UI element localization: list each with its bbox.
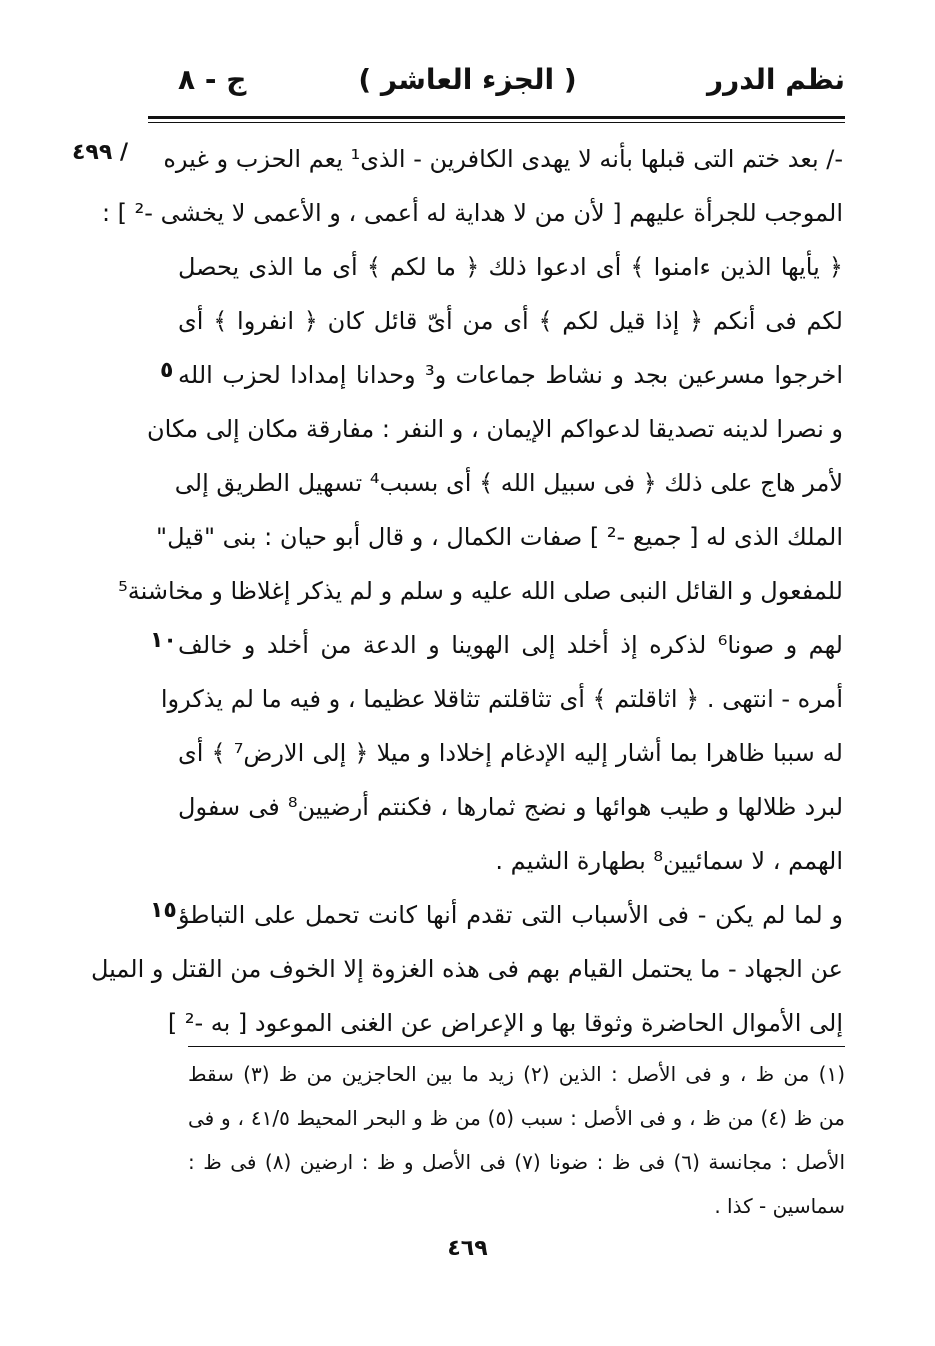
text-line: الهمم ، لا سمائيين⁸ بطهارة الشيم . — [495, 847, 843, 875]
text-line: و نصرا لدينه تصديقا لدعواكم الإيمان ، و النفر : مفارقة مكان إلى مكان — [147, 415, 843, 443]
margin-line-10: ١٠ — [150, 628, 177, 653]
footnotes — [188, 1052, 845, 1228]
text-line: لأمر هاج على ذلك ﴿ فى سبيل الله ﴾ أى بسبب⁴ تسهيل الطريق إلى — [174, 469, 843, 497]
volume-label: ج - ٨ — [178, 63, 247, 96]
footnote-line: من ظ (٤) من ظ ، و فى الأصل : سبب (٥) من ظ و البحر المحيط ٤١/٥ ، و فى — [188, 1106, 845, 1130]
text-line: للمفعول و القائل النبى صلى الله عليه و سلم و لم يذكر إغلاظا و مخاشنة⁵ — [118, 577, 843, 605]
page-number: ٤٦٩ — [447, 1236, 488, 1261]
text-line: الملك الذى له [ جميع -² ] صفات الكمال ، و قال أبو حيان : بنى "قيل" — [156, 523, 843, 551]
text-line: لكم فى أنكم ﴿ إذا قيل لكم ﴾ أى من أىّ قائل كان ﴿ انفروا ﴾ أى — [178, 307, 843, 335]
text-line: لهم و صونا⁶ لذكره إذ أخلد إلى الهوينا و الدعة من أخلد و خالف — [178, 631, 843, 659]
part-title: ( الجزء العاشر ) — [358, 63, 577, 96]
text-line: و لما لم يكن - فى الأسباب التى تقدم أنها كانت تحمل على التباطؤ — [178, 901, 843, 929]
text-line: الموجب للجرأة عليهم [ لأن من لا هداية له أعمى ، و الأعمى لا يخشى -² ] : — [101, 199, 843, 227]
margin-line-15: ١٥ — [150, 898, 177, 923]
text-line: -/ بعد ختم التى قبلها بأنه لا يهدى الكافرين - الذى¹ يعم الحزب و غيره — [163, 145, 843, 173]
book-title: نظم الدرر — [706, 63, 845, 96]
text-line: إلى الأموال الحاضرة وثوقا بها و الإعراض عن الغنى الموعود [ به -² ] — [167, 1009, 843, 1037]
text-line: عن الجهاد - ما يحتمل القيام بهم فى هذه الغزوة إلا الخوف من القتل و الميل — [90, 955, 843, 983]
text-line: أمره - انتهى . ﴿ اثاقلتم ﴾ أى تثاقلتم تثاقلا عظيما ، و فيه ما لم يذكروا — [160, 685, 843, 713]
header-rule-thin — [148, 122, 845, 123]
footnote-line: الأصل : مجانسة (٦) فى ظ : ضونا (٧) فى الأصل و ظ : ارضين (٨) فى ظ : — [188, 1150, 846, 1174]
margin-line-5: ٥ — [160, 358, 174, 383]
text-line: اخرجوا مسرعين بجد و نشاط جماعات و³ وحدانا إمدادا لحزب الله — [178, 361, 844, 389]
margin-source-page: ٤٩٩ / — [72, 140, 128, 165]
footnote-line: سماسين - كذا . — [714, 1194, 845, 1218]
text-line: له سببا ظاهرا بما أشار إليه الإدغام إخلادا و ميلا ﴿ إلى الارض⁷ ﴾ أى — [178, 739, 843, 767]
text-line: لبرد ظلالها و طيب هوائها و نضج ثمارها ، فكنتم أرضيين⁸ فى سفول — [178, 793, 844, 821]
header-rule-thick — [148, 116, 845, 119]
text-line: ﴿ يأيها الذين ءامنوا ﴾ أى ادعوا ذلك ﴿ ما لكم ﴾ أى ما الذى يحصل — [178, 253, 843, 281]
footnote-rule — [188, 1046, 845, 1047]
footnote-line: (١) من ظ ، و فى الأصل : الذين (٢) زيد ما بين الحاجزين من ظ (٣) سقط — [188, 1062, 845, 1086]
